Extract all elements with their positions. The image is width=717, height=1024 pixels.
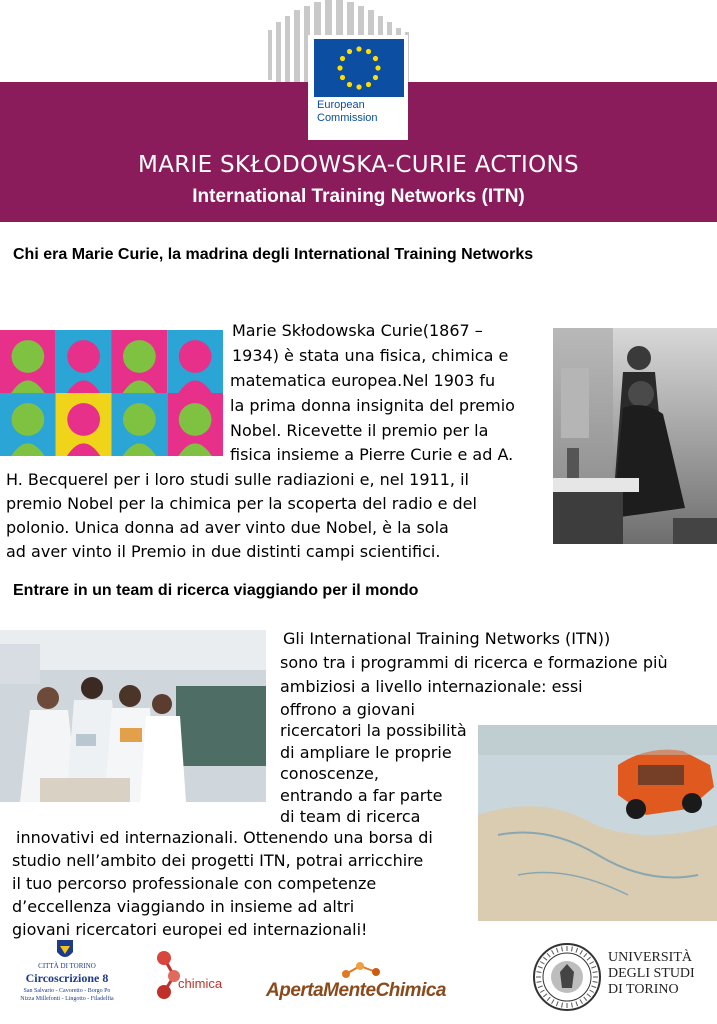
itn-text-line: sono tra i programmi di ricerca e formazione più (280, 653, 668, 672)
itn-text-line: di team di ricerca (280, 807, 421, 826)
eu-flag-icon (314, 39, 404, 97)
eu-star-icon (340, 75, 345, 80)
curie-text-line: H. Becquerel per i loro studi sulle radiazioni e, nel 1911, il (6, 470, 469, 489)
eu-star-icon (340, 56, 345, 61)
eu-star-icon (347, 49, 352, 54)
eu-star-icon (373, 75, 378, 80)
eu-star-icon (347, 82, 352, 87)
section1-heading: Chi era Marie Curie, la madrina degli International Training Networks (13, 246, 534, 263)
itn-text-line: Gli International Training Networks (ITN)) (283, 629, 611, 648)
eu-star-icon (337, 65, 342, 70)
university-name-line: UNIVERSITÀ (608, 950, 692, 965)
curie-text-line: la prima donna insignita del premio (230, 396, 515, 415)
itn-text-line: ricercatori la possibilità (280, 721, 467, 740)
torino-circoscrizione-logo: CITTÀ DI TORINO Circoscrizione 8 San Salvario - Cavoretto - Borgo Po Nizza Millefonti - Lingotto - Filadelfia (8, 938, 126, 1018)
universita-torino-logo (532, 942, 714, 1014)
eu-star-icon (375, 65, 380, 70)
curie-text-line: Marie Skłodowska Curie(1867 – (232, 321, 483, 340)
curie-pop-art-image (0, 330, 223, 456)
itn-text-line: studio nell’ambito dei progetti ITN, potrai arricchire (12, 851, 424, 870)
itn-text-line: giovani ricercatori europei ed internazionali! (12, 920, 368, 939)
molecule-icon (152, 948, 192, 1002)
curie-text-line: 1934) è stata una fisica, chimica e (232, 346, 509, 365)
curie-text-line: fisica insieme a Pierre Curie e ad A. (230, 445, 514, 464)
university-name-line: DEGLI STUDI (608, 966, 695, 981)
itn-text-line: entrando a far parte (280, 786, 443, 805)
itn-text-line: offrono a giovani (280, 700, 415, 719)
itn-text-line: di ampliare le proprie (280, 743, 452, 762)
curie-text-line: matematica europea.Nel 1903 fu (230, 371, 496, 390)
university-name-line: DI TORINO (608, 982, 679, 997)
eu-star-icon (366, 49, 371, 54)
university-seal-icon (532, 942, 602, 1012)
curie-text-line: ad aver vinto il Premio in due distinti campi scientifici. (6, 542, 441, 561)
programme-subtitle: International Training Networks (ITN) (192, 186, 525, 207)
curie-text-line: premio Nobel per la chimica per la scoperta del radio e del (6, 494, 477, 513)
curie-text-line: polonio. Unica donna ad aver vinto due Nobel, è la sola (6, 518, 449, 537)
chimica-logo: chimica (152, 948, 232, 1004)
eu-star-icon (356, 46, 361, 51)
apertamentechimica-logo: ApertaMenteChimica (266, 958, 456, 1006)
molecule-icon (340, 958, 382, 980)
eu-star-icon (356, 84, 361, 89)
programme-title: MARIE SKŁODOWSKA-CURIE ACTIONS (138, 152, 579, 178)
itn-text-line: innovativi ed internazionali. Ottenendo una borsa di (16, 828, 433, 847)
section2-heading: Entrare in un team di ricerca viaggiando per il mondo (13, 582, 419, 599)
itn-text-line: conoscenze, (280, 764, 379, 783)
students-lab-photo (0, 630, 266, 802)
ec-logo-text: European Commission (317, 99, 378, 124)
curie-lab-photo (553, 328, 717, 544)
map-toy-car-photo (478, 725, 717, 921)
torino-crest-icon (55, 938, 75, 962)
itn-text-line: d’eccellenza viaggiando in insieme ad altri (12, 897, 355, 916)
eu-star-icon (373, 56, 378, 61)
itn-text-line: il tuo percorso professionale con competenze (12, 874, 377, 893)
itn-text-line: ambiziosi a livello internazionale: essi (280, 677, 583, 696)
eu-star-icon (366, 82, 371, 87)
curie-text-line: Nobel. Ricevette il premio per la (230, 421, 489, 440)
